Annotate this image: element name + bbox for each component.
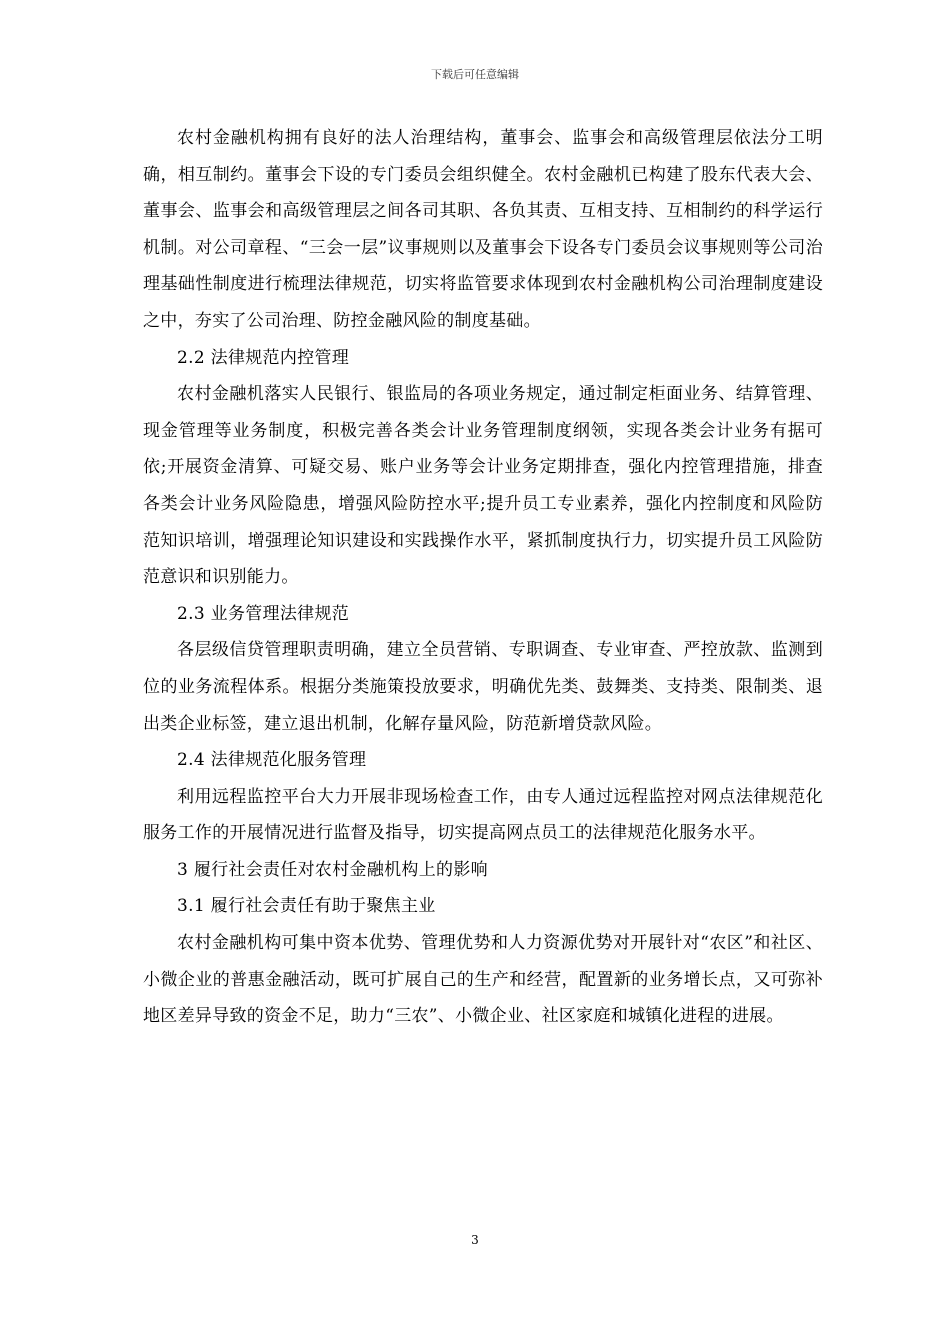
heading-3-1: 3.1 履行社会责任有助于聚焦主业 bbox=[177, 896, 436, 917]
paragraph-service-management: 利用远程监控平台大力开展非现场检查工作，由专人通过远程监控对网点法律规范化服务工作的开展情况进行监督及指导，切实提高网点员工的法律规范化服务水平。 bbox=[143, 786, 823, 844]
page-header: 下载后可任意编辑 bbox=[431, 68, 519, 81]
heading-2-2: 2.2 法律规范内控管理 bbox=[177, 347, 350, 368]
document-body bbox=[143, 120, 823, 1035]
heading-3: 3 履行社会责任对农村金融机构上的影响 bbox=[177, 859, 488, 880]
heading-2-4: 2.4 法律规范化服务管理 bbox=[177, 750, 367, 771]
page-number: 3 bbox=[471, 1233, 479, 1247]
paragraph-governance: 农村金融机构拥有良好的法人治理结构，董事会、监事会和高级管理层依法分工明确，相互制约。董事会下设的专门委员会组织健全。农村金融机已构建了股东代表大会、董事会、监事会和高级管理层之间各司其职、各负其责、互相支持、互相制约的科学运行机制。对公司章程、“三会一层”议事规则以及董事会下设各专门委员会议事规则等公司治理基础性制度进行梳理法律规范，切实将监管要求体现到农村金融机构公司治理制度建设之中，夯实了公司治理、防控金融风险的制度基础。 bbox=[143, 128, 823, 331]
heading-2-3: 2.3 业务管理法律规范 bbox=[177, 603, 350, 624]
paragraph-focus-main-business: 农村金融机构可集中资本优势、管理优势和人力资源优势对开展针对“农区”和社区、小微企业的普惠金融活动，既可扩展自己的生产和经营，配置新的业务增长点，又可弥补地区差异导致的资金不足，助力“三农”、小微企业、社区家庭和城镇化进程的进展。 bbox=[143, 933, 823, 1027]
paragraph-internal-control: 农村金融机落实人民银行、银监局的各项业务规定，通过制定柜面业务、结算管理、现金管理等业务制度，积极完善各类会计业务管理制度纲领，实现各类会计业务有据可依;开展资金清算、可疑交易、账户业务等会计业务定期排查，强化内控管理措施，排查各类会计业务风险隐患，增强风险防控水平;提升员工专业素养，强化内控制度和风险防范知识培训，增强理论知识建设和实践操作水平，紧抓制度执行力，切实提升员工风险防范意识和识别能力。 bbox=[143, 384, 823, 588]
paragraph-business-management: 各层级信贷管理职责明确，建立全员营销、专职调查、专业审查、严控放款、监测到位的业务流程体系。根据分类施策投放要求，明确优先类、鼓舞类、支持类、限制类、退出类企业标签，建立退出机制，化解存量风险，防范新增贷款风险。 bbox=[143, 640, 823, 734]
